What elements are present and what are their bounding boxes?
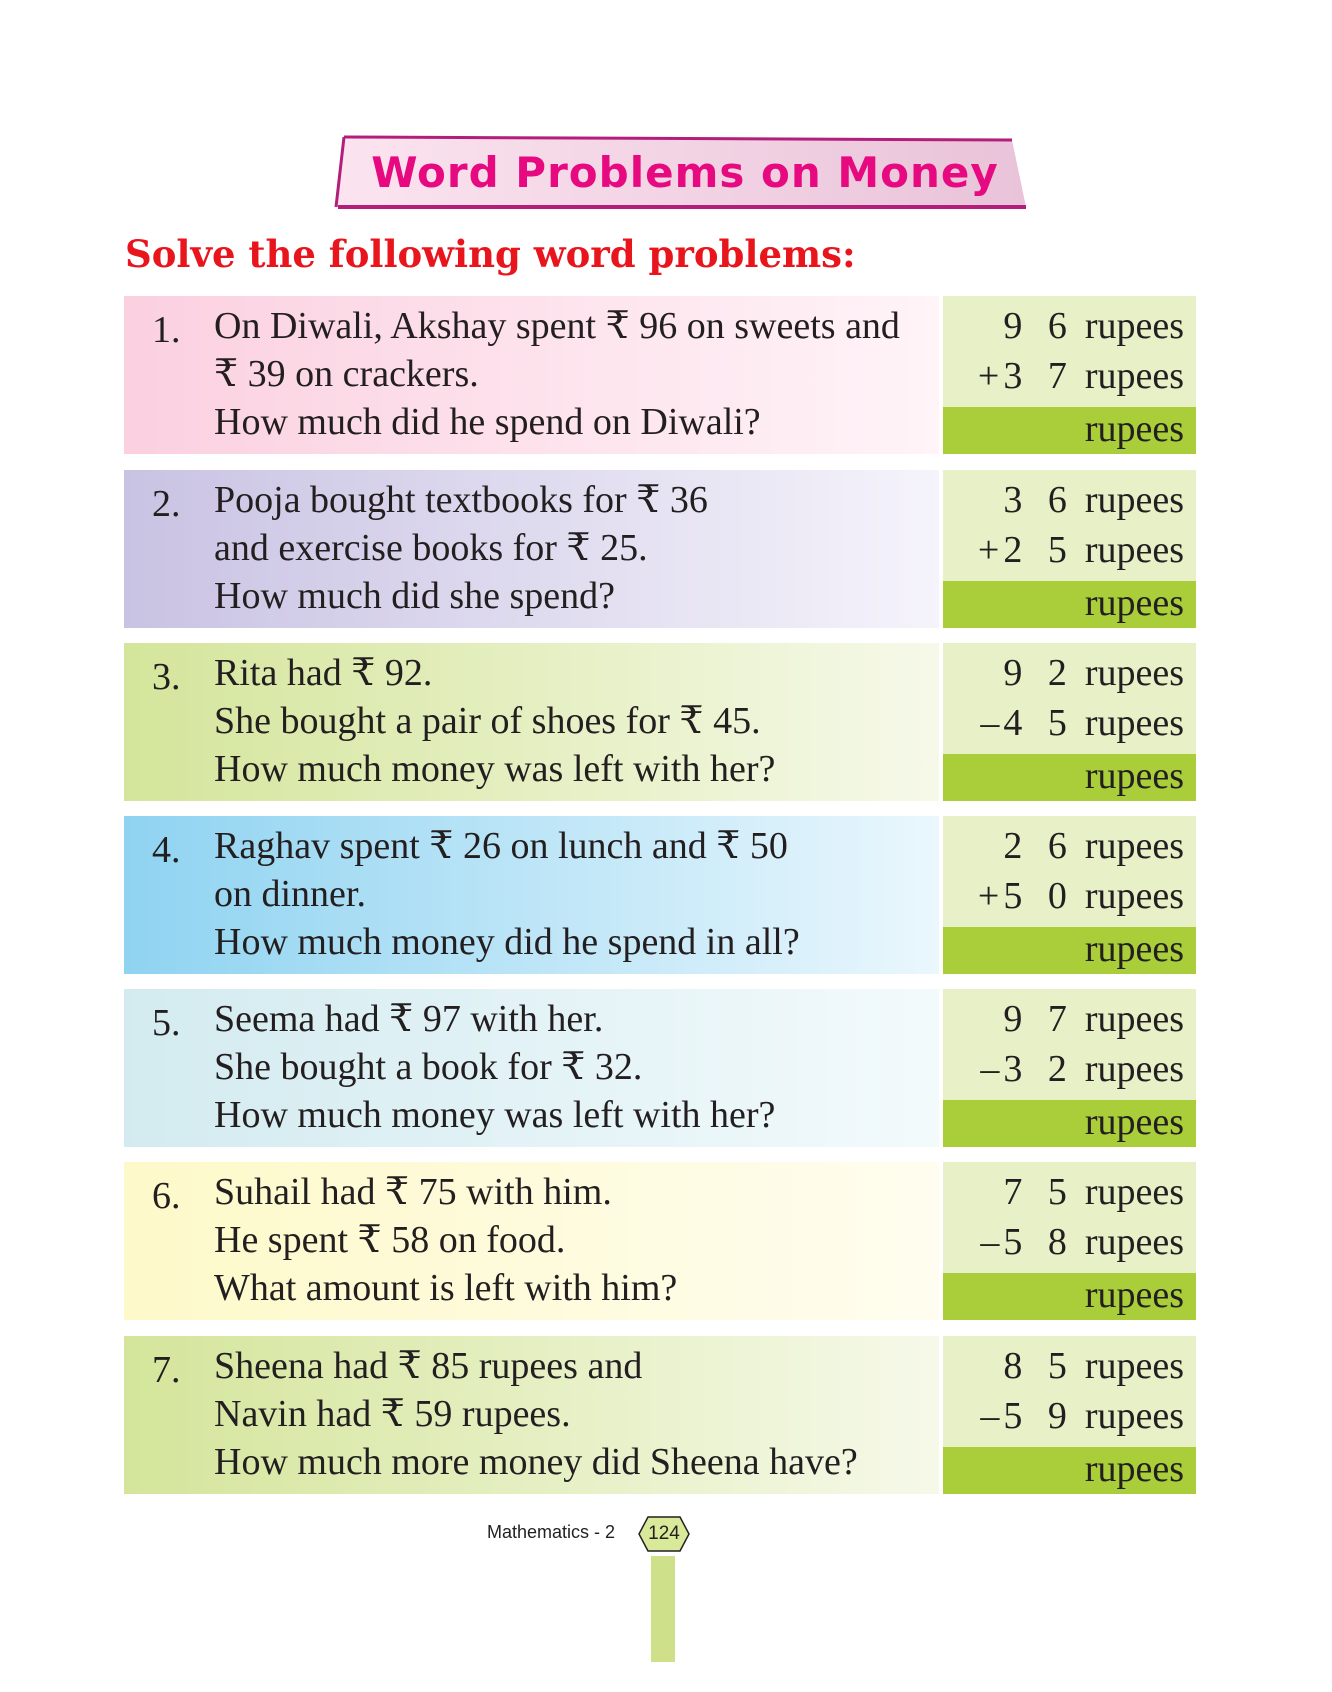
question-line: on dinner. xyxy=(214,873,366,915)
answer-box[interactable] xyxy=(943,1447,1196,1494)
second-amount: 3 7 xyxy=(1003,355,1075,397)
first-amount-line xyxy=(1003,651,1184,695)
question-number: 7. xyxy=(152,1349,181,1391)
second-amount: 5 8 xyxy=(1003,1221,1075,1263)
page-number: 124 xyxy=(648,1523,680,1544)
second-amount-line xyxy=(969,1394,1184,1438)
footer-subject-label: Mathematics - 2 xyxy=(487,1522,616,1542)
operator-sign: + xyxy=(977,355,1000,397)
first-amount: 3 6 xyxy=(1003,479,1075,521)
question-panel xyxy=(124,470,939,628)
problem-row xyxy=(124,643,1194,801)
question-panel xyxy=(124,1336,939,1494)
unit-label: rupees xyxy=(1084,305,1184,347)
problem-row xyxy=(124,296,1194,454)
second-amount-line xyxy=(969,528,1184,572)
question-text xyxy=(214,1342,929,1486)
first-amount: 9 6 xyxy=(1003,305,1075,347)
second-amount-line xyxy=(969,354,1184,398)
second-amount-line xyxy=(969,701,1184,745)
answer-box[interactable] xyxy=(943,754,1196,801)
answer-box[interactable] xyxy=(943,581,1196,628)
question-panel xyxy=(124,643,939,801)
question-text xyxy=(214,1168,929,1312)
unit-label: rupees xyxy=(1084,1221,1184,1263)
question-number: 4. xyxy=(152,829,181,871)
footer-decorative-bar xyxy=(651,1556,675,1662)
question-line: Suhail had ₹ 75 with him. xyxy=(214,1171,612,1213)
answer-box[interactable] xyxy=(943,407,1196,454)
question-line: He spent ₹ 58 on food. xyxy=(214,1219,566,1261)
first-amount: 8 5 xyxy=(1003,1345,1075,1387)
question-line: Seema had ₹ 97 with her. xyxy=(214,998,604,1040)
answer-panel xyxy=(943,816,1196,974)
answer-unit-label: rupees xyxy=(1084,1448,1184,1490)
answer-panel xyxy=(943,1336,1196,1494)
answer-unit-label: rupees xyxy=(1084,582,1184,624)
unit-label: rupees xyxy=(1084,529,1184,571)
answer-unit-label: rupees xyxy=(1084,755,1184,797)
question-line: On Diwali, Akshay spent ₹ 96 on sweets and xyxy=(214,305,900,347)
second-amount: 5 0 xyxy=(1003,875,1075,917)
answer-unit-label: rupees xyxy=(1084,1101,1184,1143)
question-text xyxy=(214,302,929,446)
question-line: and exercise books for ₹ 25. xyxy=(214,527,648,569)
question-line: How much money was left with her? xyxy=(214,748,776,790)
first-amount-line xyxy=(1003,1344,1184,1388)
answer-unit-label: rupees xyxy=(1084,928,1184,970)
problem-row xyxy=(124,1162,1194,1320)
question-line: Pooja bought textbooks for ₹ 36 xyxy=(214,479,708,521)
second-amount-line xyxy=(969,1047,1184,1091)
second-amount: 2 5 xyxy=(1003,529,1075,571)
second-amount: 3 2 xyxy=(1003,1048,1075,1090)
unit-label: rupees xyxy=(1084,1395,1184,1437)
first-amount: 2 6 xyxy=(1003,825,1075,867)
question-line: Sheena had ₹ 85 rupees and xyxy=(214,1345,643,1387)
title-banner xyxy=(334,133,1026,211)
question-line: How much money did he spend in all? xyxy=(214,921,800,963)
question-line: How much money was left with her? xyxy=(214,1094,776,1136)
problem-row xyxy=(124,1336,1194,1494)
question-number: 5. xyxy=(152,1002,181,1044)
question-number: 1. xyxy=(152,309,181,351)
first-amount-line xyxy=(1003,304,1184,348)
problem-row xyxy=(124,989,1194,1147)
question-text xyxy=(214,822,929,966)
unit-label: rupees xyxy=(1084,1171,1184,1213)
unit-label: rupees xyxy=(1084,479,1184,521)
question-panel xyxy=(124,816,939,974)
problem-row xyxy=(124,816,1194,974)
question-panel xyxy=(124,296,939,454)
question-number: 3. xyxy=(152,656,181,698)
answer-box[interactable] xyxy=(943,1100,1196,1147)
unit-label: rupees xyxy=(1084,875,1184,917)
question-line: She bought a pair of shoes for ₹ 45. xyxy=(214,700,761,742)
question-line: She bought a book for ₹ 32. xyxy=(214,1046,643,1088)
question-number: 6. xyxy=(152,1175,181,1217)
unit-label: rupees xyxy=(1084,998,1184,1040)
answer-panel xyxy=(943,1162,1196,1320)
problem-row xyxy=(124,470,1194,628)
answer-panel xyxy=(943,989,1196,1147)
question-text xyxy=(214,476,929,620)
question-line: Navin had ₹ 59 rupees. xyxy=(214,1393,571,1435)
question-text xyxy=(214,649,929,793)
answer-box[interactable] xyxy=(943,927,1196,974)
question-line: How much did she spend? xyxy=(214,575,616,617)
operator-sign: – xyxy=(980,1395,1000,1437)
unit-label: rupees xyxy=(1084,652,1184,694)
answer-unit-label: rupees xyxy=(1084,408,1184,450)
page-number-badge xyxy=(638,1515,690,1553)
second-amount-line xyxy=(969,1220,1184,1264)
answer-panel xyxy=(943,643,1196,801)
instruction-heading: Solve the following word problems: xyxy=(125,232,856,276)
first-amount-line xyxy=(1003,997,1184,1041)
second-amount: 5 9 xyxy=(1003,1395,1075,1437)
first-amount-line xyxy=(1003,824,1184,868)
question-text xyxy=(214,995,929,1139)
unit-label: rupees xyxy=(1084,1345,1184,1387)
answer-panel xyxy=(943,296,1196,454)
second-amount: 4 5 xyxy=(1003,702,1075,744)
operator-sign: – xyxy=(980,1221,1000,1263)
first-amount-line xyxy=(1003,478,1184,522)
unit-label: rupees xyxy=(1084,1048,1184,1090)
operator-sign: – xyxy=(980,1048,1000,1090)
unit-label: rupees xyxy=(1084,355,1184,397)
question-number: 2. xyxy=(152,483,181,525)
question-line: Raghav spent ₹ 26 on lunch and ₹ 50 xyxy=(214,825,788,867)
question-panel xyxy=(124,1162,939,1320)
question-line: ₹ 39 on crackers. xyxy=(214,353,479,395)
answer-box[interactable] xyxy=(943,1273,1196,1320)
question-panel xyxy=(124,989,939,1147)
page-title: Word Problems on Money xyxy=(371,147,999,197)
unit-label: rupees xyxy=(1084,702,1184,744)
operator-sign: + xyxy=(977,529,1000,571)
operator-sign: + xyxy=(977,875,1000,917)
unit-label: rupees xyxy=(1084,825,1184,867)
answer-panel xyxy=(943,470,1196,628)
question-line: How much more money did Sheena have? xyxy=(214,1441,858,1483)
first-amount: 9 7 xyxy=(1003,998,1075,1040)
first-amount: 7 5 xyxy=(1003,1171,1075,1213)
second-amount-line xyxy=(969,874,1184,918)
first-amount-line xyxy=(1003,1170,1184,1214)
question-line: Rita had ₹ 92. xyxy=(214,652,433,694)
operator-sign: – xyxy=(980,702,1000,744)
first-amount: 9 2 xyxy=(1003,652,1075,694)
question-line: How much did he spend on Diwali? xyxy=(214,401,761,443)
question-line: What amount is left with him? xyxy=(214,1267,678,1309)
answer-unit-label: rupees xyxy=(1084,1274,1184,1316)
